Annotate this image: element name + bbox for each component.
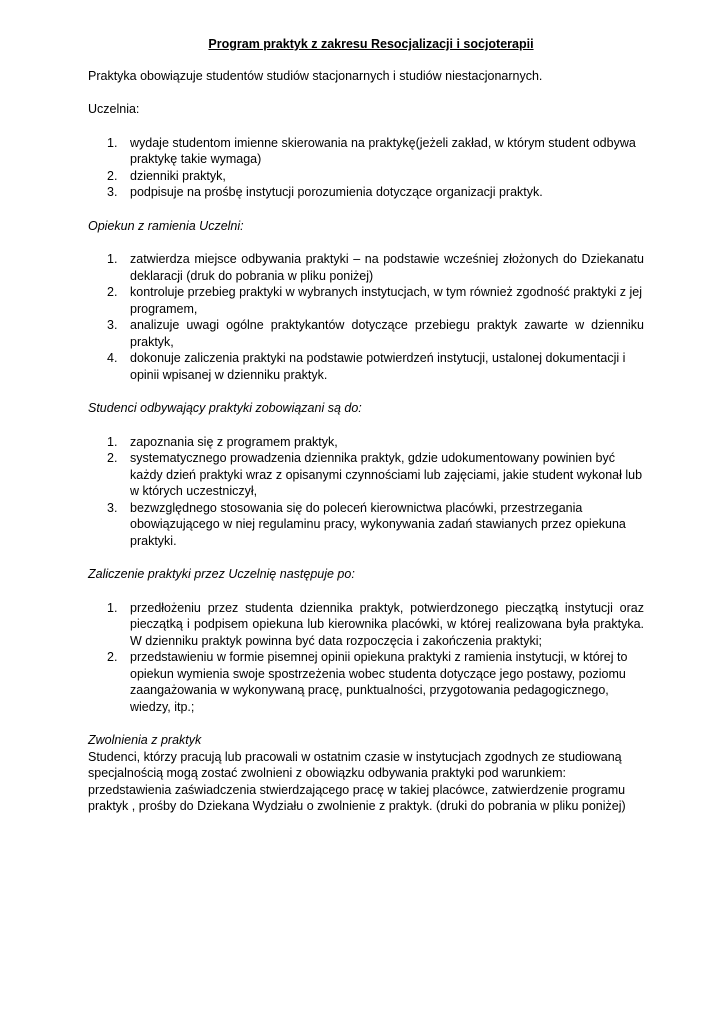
list-zaliczenie [88, 600, 644, 716]
list-item-text: podpisuje na prośbę instytucji porozumienia dotyczące organizacji praktyk. [130, 185, 543, 199]
list-item-number: 4. [107, 351, 118, 365]
list-item [88, 135, 644, 168]
list-item-text: przedłożeniu przez studenta dziennika praktyk, potwierdzonego pieczątką instytucji oraz pieczątką i podpisem opiekuna lub kierownika placówki, w której realizowana była praktyka. W dzienniku praktyk powinna być data rozpoczęcia i zakończenia praktyki; [130, 600, 644, 648]
list-item [88, 649, 644, 715]
list-item [88, 600, 644, 650]
section-heading-zwolnienia: Zwolnienia z praktyk [88, 733, 202, 747]
list-item-text: systematycznego prowadzenia dziennika praktyk, gdzie udokumentowany powinien być każdy dzień praktyki wraz z opisanymi czynnościami lub zajęciami, jakie student wykonał lub w których uczestniczył, [130, 451, 643, 498]
list-item [88, 251, 644, 284]
list-item-text: dzienniki praktyk, [130, 168, 226, 183]
list-item-number: 3. [107, 185, 118, 199]
list-item [88, 350, 644, 383]
list-item-text: kontroluje przebieg praktyki w wybranych instytucjach, w tym również zgodność praktyki z jej programem, [130, 285, 643, 316]
list-item-number: 2. [107, 285, 118, 299]
list-item-text: analizuje uwagi ogólne praktykantów dotyczące przebiegu praktyk zawarte w dzienniku praktyk, [130, 318, 644, 349]
document-page [88, 36, 644, 815]
section-heading-zaliczenie: Zaliczenie praktyki przez Uczelnię następuje po: [88, 567, 355, 581]
list-item-number: 1. [107, 135, 118, 150]
page-title: Program praktyk z zakresu Resocjalizacji i socjoterapii [208, 37, 534, 51]
list-item-text: dokonuje zaliczenia praktyki na podstawie potwierdzeń instytucji, ustalonej dokumentacji i opinii wpisanej w dzienniku praktyk. [130, 351, 626, 382]
list-uczelnia [88, 135, 644, 201]
list-item-number: 2. [107, 451, 118, 465]
intro-paragraph: Praktyka obowiązuje studentów studiów stacjonarnych i studiów niestacjonarnych. [88, 68, 543, 83]
zwolnienia-paragraph: Studenci, którzy pracują lub pracowali w ostatnim czasie w instytucjach zgodnych ze studiowaną specjalnością mogą zostać zwolnieni z obowiązku odbywania praktyki pod warunkiem: przedstawienia zaświadczenia stwierdzającego pracę w takiej placówce, zatwierdzenie programu praktyk , prośby do Dziekana Wydziału o zwolnienie z praktyk. (druki do pobrania w pliku poniżej) [88, 749, 626, 813]
list-item-text: przedstawieniu w formie pisemnej opinii opiekuna praktyki z ramienia instytucji, w której to opiekun wymienia swoje spostrzeżenia wobec studenta dotyczące jego postawy, poziomu zaangażowania w wykonywaną pracę, punktualności, przygotowania pedagogicznego, wiedzy, itp.; [130, 650, 628, 714]
list-item [88, 317, 644, 350]
section-heading-opiekun: Opiekun z ramienia Uczelni: [88, 218, 244, 233]
section-zwolnienia [88, 732, 644, 815]
list-item-text: bezwzględnego stosowania się do poleceń kierownictwa placówki, przestrzegania obowiązującego w niej regulaminu pracy, wykonywania zadań stawianych przez opiekuna praktyki. [130, 500, 626, 548]
list-studenci [88, 434, 644, 550]
list-item-text: wydaje studentom imienne skierowania na praktykę(jeżeli zakład, w którym student odbywa praktykę takie wymaga) [130, 135, 636, 166]
list-item-number: 3. [107, 318, 118, 332]
section-heading-studenci: Studenci odbywający praktyki zobowiązani są do: [88, 401, 362, 415]
list-item [88, 450, 644, 500]
list-item-number: 1. [107, 600, 118, 615]
list-opiekun [88, 251, 644, 383]
list-item-number: 2. [107, 650, 118, 664]
list-item-number: 2. [107, 168, 118, 183]
list-item-number: 3. [107, 500, 118, 515]
list-item [88, 184, 644, 201]
list-item-text: zatwierdza miejsce odbywania praktyki – na podstawie wcześniej złożonych do Dziekanatu deklaracji (druk do pobrania w pliku poniżej) [130, 252, 644, 283]
list-item [88, 168, 644, 185]
list-item-number: 1. [107, 252, 118, 266]
list-item-number: 1. [107, 434, 118, 449]
list-item [88, 284, 644, 317]
list-item [88, 434, 644, 451]
section-heading-uczelnia: Uczelnia: [88, 102, 140, 116]
list-item [88, 500, 644, 550]
list-item-text: zapoznania się z programem praktyk, [130, 434, 338, 449]
